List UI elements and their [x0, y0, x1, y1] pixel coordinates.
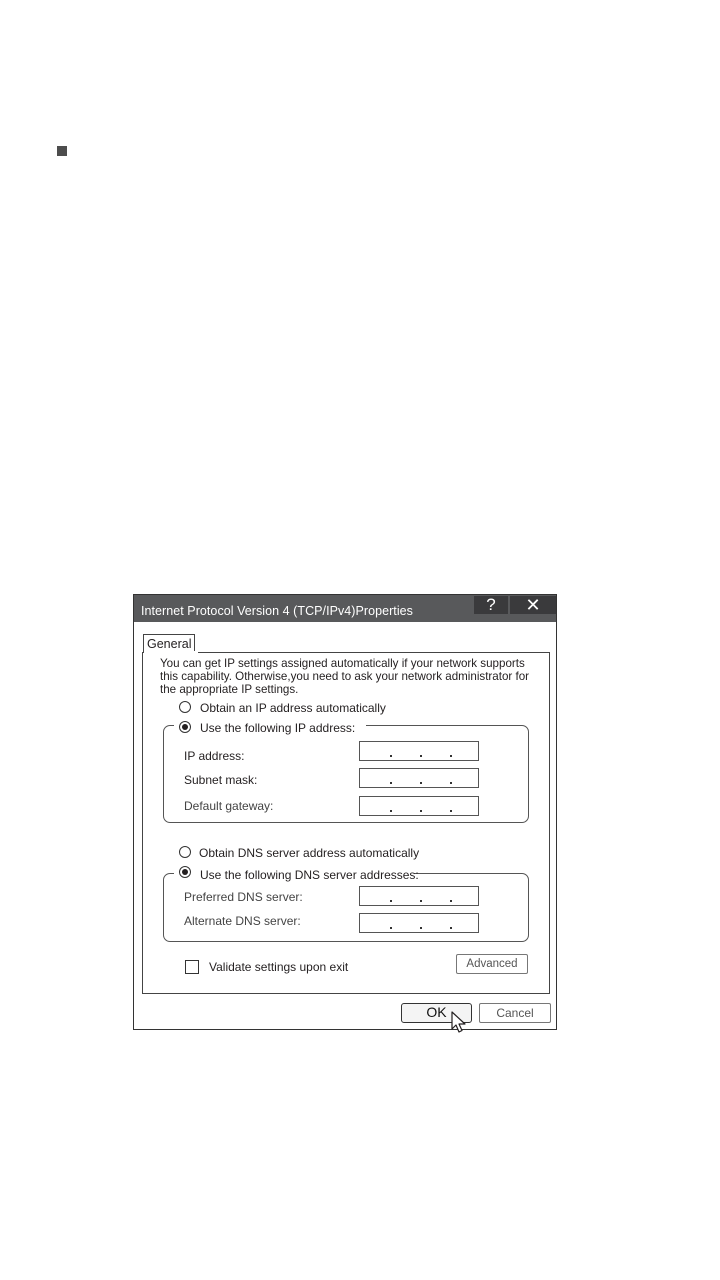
alternate-dns-label: Alternate DNS server:	[184, 914, 301, 928]
help-icon: ?	[486, 595, 496, 614]
help-button[interactable]	[474, 596, 508, 614]
obtain-ip-auto-radio[interactable]	[179, 701, 191, 713]
use-following-ip-label: Use the following IP address:	[200, 721, 356, 735]
validate-settings-label: Validate settings upon exit	[209, 960, 349, 974]
description-text: You can get IP settings assigned automatically if your network supports this capability. Otherwise,you need to ask your network administrator for the appropriate IP settings.	[160, 657, 530, 696]
ok-button[interactable]: OK	[401, 1003, 472, 1023]
advanced-button[interactable]: Advanced	[456, 954, 528, 974]
obtain-dns-auto-radio[interactable]	[179, 846, 191, 858]
preferred-dns-field[interactable]	[359, 886, 479, 906]
use-following-ip-radio[interactable]	[179, 721, 191, 733]
obtain-dns-auto-label: Obtain DNS server address automatically	[199, 846, 420, 860]
close-button[interactable]	[510, 596, 556, 614]
use-following-dns-label: Use the following DNS server addresses:	[200, 868, 419, 882]
ip-address-label: IP address:	[184, 749, 245, 763]
title-bar	[134, 595, 556, 622]
subnet-mask-field[interactable]	[359, 768, 479, 788]
use-following-dns-radio[interactable]	[179, 866, 191, 878]
preferred-dns-label: Preferred DNS server:	[184, 890, 303, 904]
dialog-title: Internet Protocol Version 4 (TCP/IPv4)Properties	[141, 604, 413, 618]
ip-address-field[interactable]	[359, 741, 479, 761]
ipv4-properties-dialog	[133, 594, 557, 1030]
tab-general[interactable]: General	[143, 634, 195, 652]
square-bullet-icon	[57, 146, 67, 156]
alternate-dns-field[interactable]	[359, 913, 479, 933]
validate-settings-checkbox[interactable]	[185, 960, 199, 974]
default-gateway-label: Default gateway:	[184, 799, 274, 813]
pointer-cursor-icon	[449, 1011, 469, 1037]
subnet-mask-label: Subnet mask:	[184, 773, 258, 787]
obtain-ip-auto-label: Obtain an IP address automatically	[200, 701, 386, 715]
default-gateway-field[interactable]	[359, 796, 479, 816]
cancel-button[interactable]: Cancel	[479, 1003, 551, 1023]
close-icon: ✕	[525, 595, 541, 615]
tab-joint	[144, 651, 198, 653]
